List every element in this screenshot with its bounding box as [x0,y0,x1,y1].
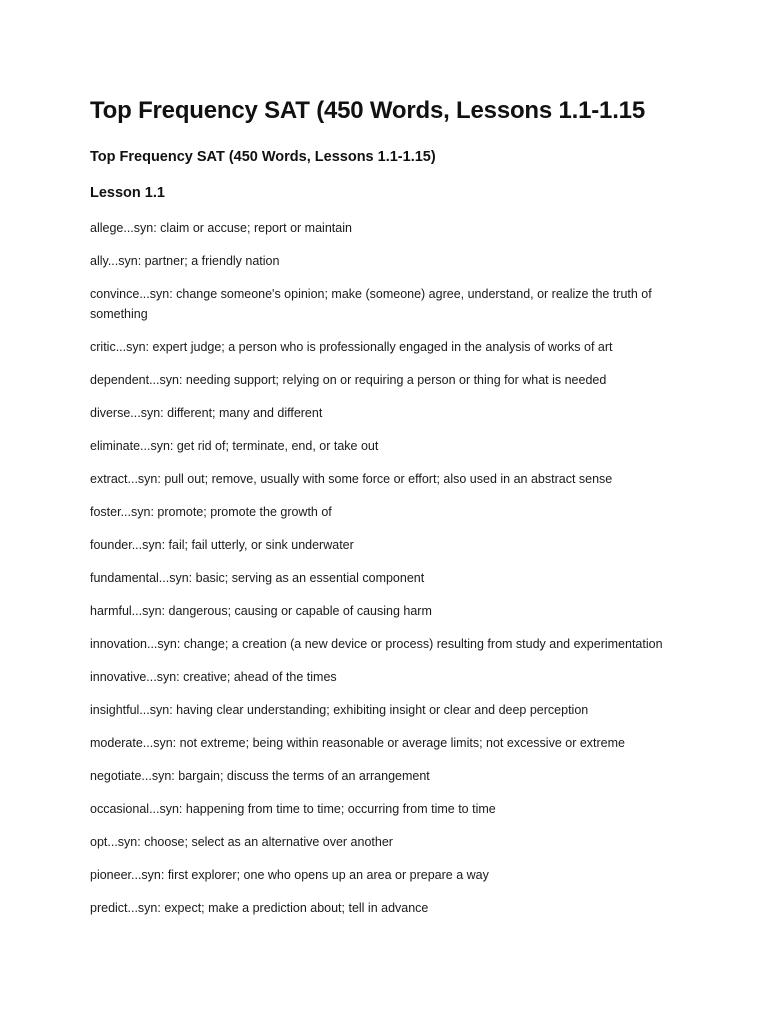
document-subtitle: Top Frequency SAT (450 Words, Lessons 1.1-1.15) [90,149,436,165]
vocabulary-entry: dependent...syn: needing support; relying on or requiring a person or thing for what is needed [90,373,607,387]
vocabulary-entry: innovative...syn: creative; ahead of the times [90,670,337,684]
vocabulary-entry: convince...syn: change someone's opinion; make (someone) agree, understand, or realize the truth of something [90,287,652,321]
vocabulary-entry: innovation...syn: change; a creation (a new device or process) resulting from study and experimentation [90,637,663,651]
vocabulary-entry: opt...syn: choose; select as an alternative over another [90,835,393,849]
vocabulary-entry: foster...syn: promote; promote the growth of [90,505,332,519]
vocabulary-entry: allege...syn: claim or accuse; report or maintain [90,221,352,235]
lesson-heading: Lesson 1.1 [90,185,165,201]
vocabulary-entry: predict...syn: expect; make a prediction about; tell in advance [90,901,429,915]
vocabulary-entry: pioneer...syn: first explorer; one who opens up an area or prepare a way [90,868,489,882]
vocabulary-list [90,218,680,918]
document-title: Top Frequency SAT (450 Words, Lessons 1.1-1.15 [90,97,645,124]
vocabulary-entry: ally...syn: partner; a friendly nation [90,254,280,268]
vocabulary-entry: diverse...syn: different; many and different [90,406,323,420]
vocabulary-entry: fundamental...syn: basic; serving as an essential component [90,571,425,585]
vocabulary-entry: extract...syn: pull out; remove, usually with some force or effort; also used in an abstract sense [90,472,613,486]
vocabulary-entry: occasional...syn: happening from time to time; occurring from time to time [90,802,496,816]
vocabulary-entry: moderate...syn: not extreme; being within reasonable or average limits; not excessive or extreme [90,736,625,750]
vocabulary-entry: insightful...syn: having clear understanding; exhibiting insight or clear and deep perception [90,703,589,717]
vocabulary-entry: negotiate...syn: bargain; discuss the terms of an arrangement [90,769,430,783]
vocabulary-entry: harmful...syn: dangerous; causing or capable of causing harm [90,604,432,618]
vocabulary-entry: critic...syn: expert judge; a person who is professionally engaged in the analysis of works of art [90,340,613,354]
vocabulary-entry: eliminate...syn: get rid of; terminate, end, or take out [90,439,379,453]
vocabulary-entry: founder...syn: fail; fail utterly, or sink underwater [90,538,354,552]
